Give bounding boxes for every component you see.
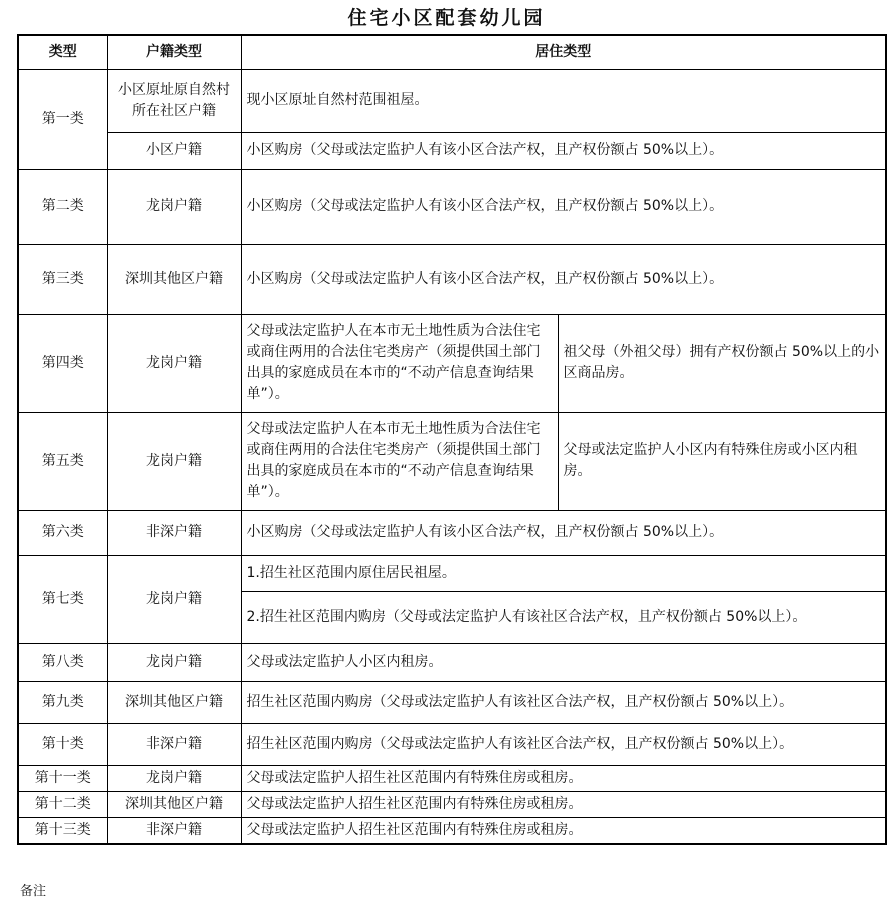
hukou-cell: 龙岗户籍: [107, 169, 241, 244]
hukou-cell: 龙岗户籍: [107, 555, 241, 643]
residence-cell: 父母或法定监护人招生社区范围内有特殊住房或租房。: [241, 765, 886, 791]
residence-cell: 小区购房（父母或法定监护人有该小区合法产权，且产权份额占 50%以上）。: [241, 132, 886, 169]
type-cell: 第九类: [18, 681, 107, 723]
type-cell: 第十一类: [18, 765, 107, 791]
header-residence: 居住类型: [241, 35, 886, 69]
type-cell: 第二类: [18, 169, 107, 244]
table-row: [18, 681, 886, 723]
type-cell: 第六类: [18, 510, 107, 555]
residence-cell: 父母或法定监护人小区内租房。: [241, 643, 886, 681]
table-row: [18, 791, 886, 817]
type-cell: 第八类: [18, 643, 107, 681]
hukou-cell: 龙岗户籍: [107, 314, 241, 412]
table-row: [18, 765, 886, 791]
type-cell: 第五类: [18, 412, 107, 510]
table-row: [18, 643, 886, 681]
header-type: 类型: [18, 35, 107, 69]
type-cell: 第一类: [18, 69, 107, 169]
residence-cell: 小区购房（父母或法定监护人有该小区合法产权，且产权份额占 50%以上）。: [241, 510, 886, 555]
table-row: [18, 314, 886, 412]
residence-cell: 招生社区范围内购房（父母或法定监护人有该社区合法产权，且产权份额占 50%以上）。: [241, 723, 886, 765]
residence-cell: 1.招生社区范围内原住居民祖屋。: [241, 555, 886, 591]
hukou-cell: 非深户籍: [107, 723, 241, 765]
table-row: [18, 723, 886, 765]
table-row: [18, 244, 886, 314]
hukou-cell: 小区户籍: [107, 132, 241, 169]
header-hukou: 户籍类型: [107, 35, 241, 69]
table-row: [18, 169, 886, 244]
type-cell: 第七类: [18, 555, 107, 643]
footnote: 备注: [20, 884, 47, 899]
page-title: 住宅小区配套幼儿园: [347, 7, 546, 29]
table-row: [18, 510, 886, 555]
hukou-cell: 深圳其他区户籍: [107, 791, 241, 817]
residence-cell: 父母或法定监护人招生社区范围内有特殊住房或租房。: [241, 791, 886, 817]
residence-cell: 现小区原址自然村范围祖屋。: [241, 69, 886, 132]
residence-cell: 小区购房（父母或法定监护人有该小区合法产权，且产权份额占 50%以上）。: [241, 244, 886, 314]
hukou-cell: 小区原址原自然村所在社区户籍: [107, 69, 241, 132]
residence-cell-left: 父母或法定监护人在本市无土地性质为合法住宅或商住两用的合法住宅类房产（须提供国土部门出具的家庭成员在本市的“不动产信息查询结果单”）。: [241, 412, 558, 510]
hukou-cell: 深圳其他区户籍: [107, 681, 241, 723]
residence-cell-right: 父母或法定监护人小区内有特殊住房或小区内租房。: [558, 412, 886, 510]
residence-cell-left: 父母或法定监护人在本市无土地性质为合法住宅或商住两用的合法住宅类房产（须提供国土部门出具的家庭成员在本市的“不动产信息查询结果单”）。: [241, 314, 558, 412]
type-cell: 第四类: [18, 314, 107, 412]
hukou-cell: 深圳其他区户籍: [107, 244, 241, 314]
table-header-row: [18, 35, 886, 69]
hukou-cell: 龙岗户籍: [107, 765, 241, 791]
table-row: [18, 69, 886, 132]
hukou-cell: 龙岗户籍: [107, 643, 241, 681]
type-cell: 第十二类: [18, 791, 107, 817]
residence-cell: 父母或法定监护人招生社区范围内有特殊住房或租房。: [241, 817, 886, 844]
admission-policy-table: [17, 34, 887, 845]
table-row: [18, 132, 886, 169]
type-cell: 第十三类: [18, 817, 107, 844]
residence-cell: 招生社区范围内购房（父母或法定监护人有该社区合法产权，且产权份额占 50%以上）。: [241, 681, 886, 723]
type-cell: 第三类: [18, 244, 107, 314]
type-cell: 第十类: [18, 723, 107, 765]
residence-cell: 2.招生社区范围内购房（父母或法定监护人有该社区合法产权，且产权份额占 50%以上）。: [241, 591, 886, 643]
hukou-cell: 非深户籍: [107, 510, 241, 555]
residence-cell: 小区购房（父母或法定监护人有该小区合法产权，且产权份额占 50%以上）。: [241, 169, 886, 244]
table-row: [18, 412, 886, 510]
table-row: [18, 817, 886, 844]
residence-cell-right: 祖父母（外祖父母）拥有产权份额占 50%以上的小区商品房。: [558, 314, 886, 412]
table-row: [18, 555, 886, 591]
hukou-cell: 龙岗户籍: [107, 412, 241, 510]
hukou-cell: 非深户籍: [107, 817, 241, 844]
